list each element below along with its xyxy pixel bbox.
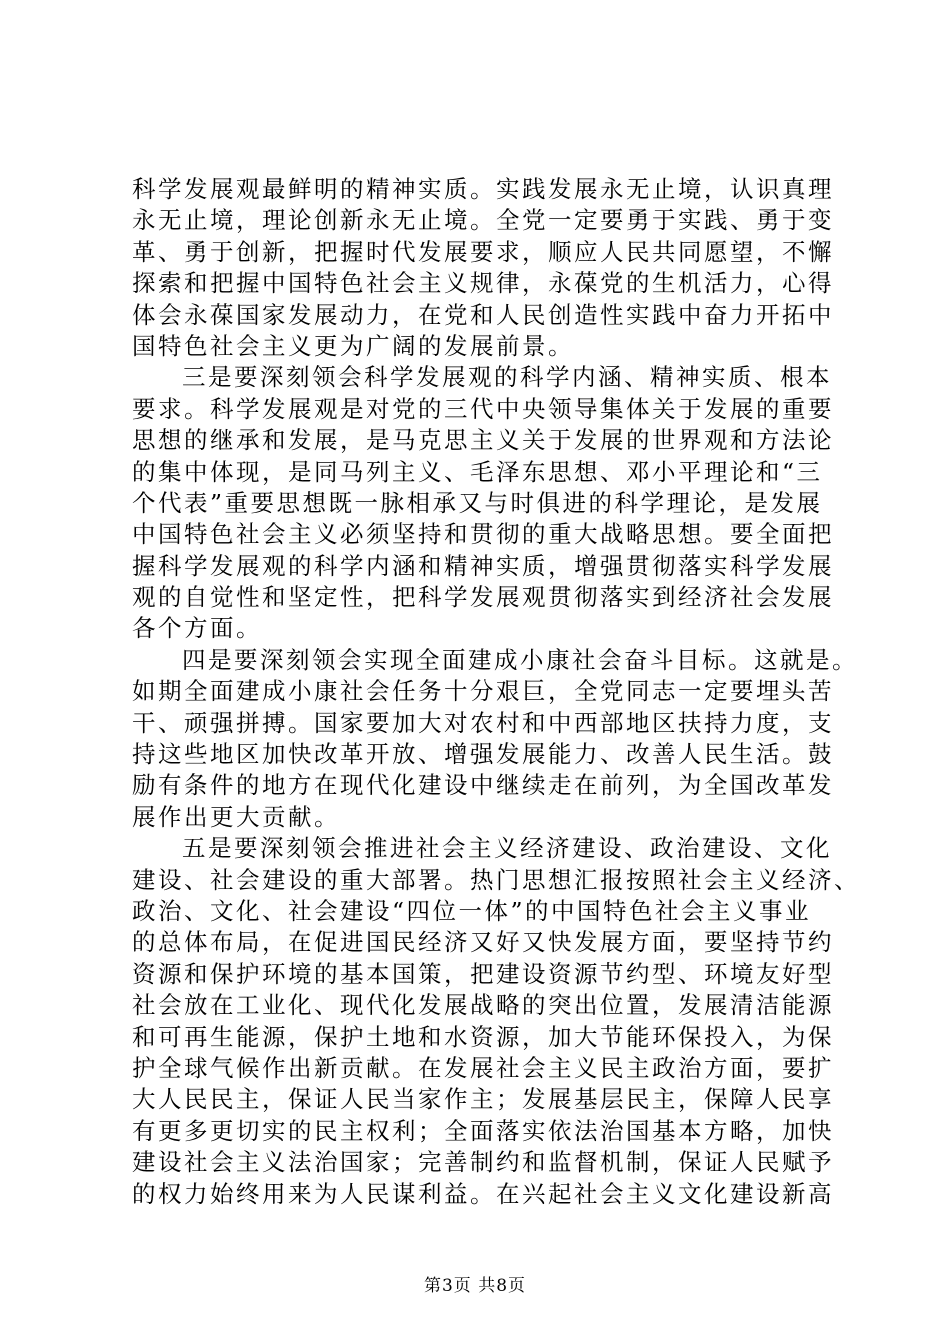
text-line: 和可再生能源，保护土地和水资源，加大节能环保投入，为保	[132, 1022, 834, 1051]
text-line: 资源和保护环境的基本国策，把建设资源节约型、环境友好型	[132, 959, 834, 988]
text-line: 展作出更大贡献。	[132, 802, 340, 831]
text-line: 社会放在工业化、现代化发展战略的突出位置，发展清洁能源	[132, 991, 834, 1020]
text-line: 各个方面。	[132, 614, 262, 643]
text-line: 有更多更切实的民主权利；全面落实依法治国基本方略，加快	[132, 1116, 834, 1145]
text-line: 体会永葆国家发展动力，在党和人民创造性实践中奋力开拓中	[132, 300, 834, 329]
text-line: 科学发展观最鲜明的精神实质。实践发展永无止境，认识真理	[132, 175, 834, 203]
paragraph	[132, 174, 832, 362]
text-line: 励有条件的地方在现代化建设中继续走在前列，为全国改革发	[132, 771, 834, 800]
paragraph	[132, 645, 858, 833]
text-line: 政治、文化、社会建设“四位一体”的中国特色社会主义事业	[132, 896, 812, 925]
document-body	[132, 174, 860, 1210]
text-line: 干、顽强拼搏。国家要加大对农村和中西部地区扶持力度，支	[132, 708, 834, 737]
text-line: 思想的继承和发展，是马克思主义关于发展的世界观和方法论	[132, 426, 834, 455]
text-line: 建设、社会建设的重大部署。热门思想汇报按照社会主义经济、	[132, 865, 860, 894]
text-line: 五是要深刻领会推进社会主义经济建设、政治建设、文化	[182, 834, 832, 863]
text-line: 要求。科学发展观是对党的三代中央领导集体关于发展的重要	[132, 394, 834, 423]
text-line: 的总体布局，在促进国民经济又好又快发展方面，要坚持节约	[132, 928, 834, 957]
text-line: 三是要深刻领会科学发展观的科学内涵、精神实质、根本	[182, 363, 832, 392]
text-line: 探索和把握中国特色社会主义规律，永葆党的生机活力，心得	[132, 269, 834, 298]
text-line: 国特色社会主义更为广阔的发展前景。	[132, 331, 574, 360]
page-footer: 第3页 共8页	[423, 1276, 527, 1296]
text-line: 革、勇于创新，把握时代发展要求，顺应人民共同愿望，不懈	[132, 237, 834, 266]
text-line: 握科学发展观的科学内涵和精神实质，增强贯彻落实科学发展	[132, 551, 834, 580]
text-line: 四是要深刻领会实现全面建成小康社会奋斗目标。这就是。	[182, 645, 858, 674]
text-line: 护全球气候作出新贡献。在发展社会主义民主政治方面，要扩	[132, 1053, 834, 1082]
text-line: 如期全面建成小康社会任务十分艰巨，全党同志一定要埋头苦	[132, 677, 834, 706]
text-line: 的集中体现，是同马列主义、毛泽东思想、邓小平理论和“三	[132, 457, 823, 486]
paragraph	[132, 833, 860, 1210]
text-line: 永无止境，理论创新永无止境。全党一定要勇于实践、勇于变	[132, 206, 834, 235]
text-line: 个代表”重要思想既一脉相承又与时俱进的科学理论，是发展	[132, 488, 823, 517]
text-line: 的权力始终用来为人民谋利益。在兴起社会主义文化建设新高	[132, 1179, 834, 1208]
text-line: 持这些地区加快改革开放、增强发展能力、改善人民生活。鼓	[132, 740, 834, 769]
text-line: 建设社会主义法治国家；完善制约和监督机制，保证人民赋予	[132, 1148, 834, 1177]
paragraph	[132, 362, 832, 645]
text-line: 中国特色社会主义必须坚持和贯彻的重大战略思想。要全面把	[132, 520, 834, 549]
text-line: 观的自觉性和坚定性，把科学发展观贯彻落实到经济社会发展	[132, 583, 834, 612]
text-line: 大人民民主，保证人民当家作主；发展基层民主，保障人民享	[132, 1085, 834, 1114]
